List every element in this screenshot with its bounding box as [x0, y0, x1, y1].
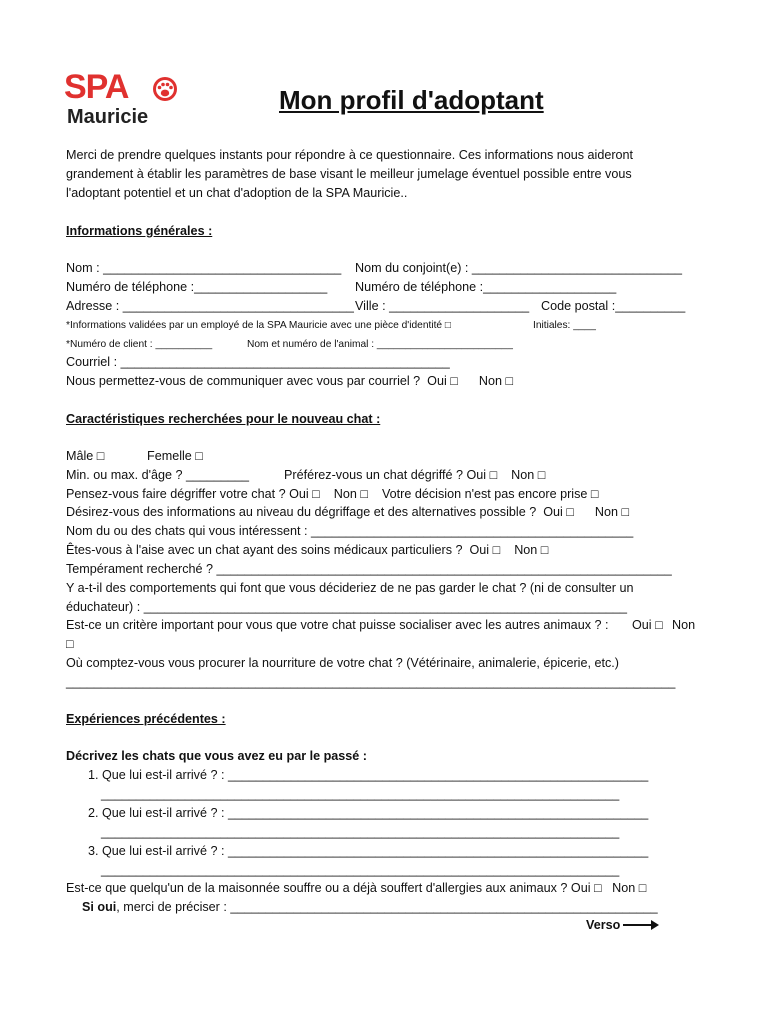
field-chat-passe-2-continued[interactable]: __________________________________________________________________________: [101, 825, 620, 839]
label-socialiser-non: Non: [672, 618, 696, 632]
field-telephone-2[interactable]: Numéro de téléphone :___________________: [355, 280, 617, 294]
field-telephone-1[interactable]: Numéro de téléphone :___________________: [66, 280, 328, 294]
checkbox-femelle[interactable]: Femelle □: [147, 449, 203, 463]
intro-line: l'adoptant potentiel et un chat d'adoption de la SPA Mauricie..: [66, 186, 408, 200]
arrow-right-icon: [623, 919, 659, 931]
field-nourriture[interactable]: _______________________________________________________________________________________: [66, 675, 676, 689]
paw-icon: [148, 70, 182, 104]
logo-brand: SPA: [64, 68, 129, 106]
question-comportements: Y a-t-il des comportements qui font que vous décideriez de ne pas garder le chat ? (ni de consulter un: [66, 581, 634, 595]
field-chat-passe-1-continued[interactable]: __________________________________________________________________________: [101, 787, 620, 801]
question-info-degriffage[interactable]: Désirez-vous des informations au niveau du dégriffage et des alternatives possible ? Oui □ Non □: [66, 505, 630, 519]
section-heading-general: Informations générales :: [66, 224, 213, 238]
field-chat-passe-3[interactable]: 3. Que lui est-il arrivé ? : ____________________________________________________________: [88, 844, 649, 858]
logo-region: Mauricie: [67, 106, 149, 128]
section-heading-experiences: Expériences précédentes :: [66, 712, 226, 726]
question-allergies[interactable]: Est-ce que quelqu'un de la maisonnée souffre ou a déjà souffert d'allergies aux animaux ? Oui □ Non □: [66, 881, 647, 895]
field-chat-passe-1[interactable]: 1. Que lui est-il arrivé ? : ____________________________________________________________: [88, 768, 649, 782]
checkbox-socialiser-oui[interactable]: Oui □: [632, 618, 663, 632]
question-courriel-consent[interactable]: Nous permettez-vous de communiquer avec vous par courriel ? Oui □ Non □: [66, 374, 514, 388]
intro-line: Merci de prendre quelques instants pour répondre à ce questionnaire. Ces informations nous aideront: [66, 148, 634, 162]
question-socialiser: Est-ce un critère important pour vous que votre chat puisse socialiser avec les autres animaux ? :: [66, 618, 609, 632]
subheading-chats-passes: Décrivez les chats que vous avez eu par le passé :: [66, 749, 367, 763]
preciser-field: , merci de préciser : _____________________________________________________________: [116, 900, 658, 914]
validation-note: *Informations validées par un employé de la SPA Mauricie avec une pièce d'identité □: [66, 320, 452, 331]
checkbox-male[interactable]: Mâle □: [66, 449, 105, 463]
field-numero-animal[interactable]: Nom et numéro de l'animal : ________________________: [247, 339, 513, 350]
question-degriffe-preference[interactable]: Préférez-vous un chat dégriffé ? Oui □ Non □: [284, 468, 546, 482]
question-nourriture: Où comptez-vous vous procurer la nourriture de votre chat ? (Vétérinaire, animalerie, épicerie, etc.): [66, 656, 619, 670]
field-initiales[interactable]: Initiales: ____: [533, 320, 596, 331]
field-ville[interactable]: Ville : ____________________: [355, 299, 530, 313]
field-code-postal[interactable]: Code postal :__________: [541, 299, 686, 313]
verso-label: Verso: [586, 918, 621, 932]
field-courriel[interactable]: Courriel : _______________________________________________: [66, 355, 450, 369]
field-numero-client[interactable]: *Numéro de client : __________: [66, 339, 213, 350]
field-nom[interactable]: Nom : __________________________________: [66, 261, 342, 275]
field-chats-interessants[interactable]: Nom du ou des chats qui vous intéressent : ______________________________________________: [66, 524, 634, 538]
intro-line: grandement à établir les paramètres de base visant le meilleur jumelage éventuel possible entre vous: [66, 167, 632, 181]
field-conjoint[interactable]: Nom du conjoint(e) : ______________________________: [355, 261, 683, 275]
field-chat-passe-2[interactable]: 2. Que lui est-il arrivé ? : ____________________________________________________________: [88, 806, 649, 820]
spa-mauricie-logo: [64, 70, 184, 132]
question-soins-medicaux[interactable]: Êtes-vous à l'aise avec un chat ayant des soins médicaux particuliers ? Oui □ Non □: [66, 543, 549, 557]
field-chat-passe-3-continued[interactable]: __________________________________________________________________________: [101, 863, 620, 877]
field-temperament[interactable]: Tempérament recherché ? _________________________________________________________________: [66, 562, 672, 576]
section-heading-caracteristiques: Caractéristiques recherchées pour le nouveau chat :: [66, 412, 381, 426]
page-title: Mon profil d'adoptant: [279, 85, 544, 115]
field-allergies-precision[interactable]: [82, 899, 658, 915]
field-adresse[interactable]: Adresse : _________________________________: [66, 299, 354, 313]
question-degriffer[interactable]: Pensez-vous faire dégriffer votre chat ? Oui □ Non □ Votre décision n'est pas encore prise □: [66, 487, 599, 501]
field-age[interactable]: Min. ou max. d'âge ? _________: [66, 468, 250, 482]
checkbox-socialiser-non[interactable]: □: [66, 637, 74, 651]
field-comportements[interactable]: éduchateur) : _____________________________________________________________________: [66, 600, 627, 614]
si-oui-label: Si oui: [82, 900, 117, 914]
